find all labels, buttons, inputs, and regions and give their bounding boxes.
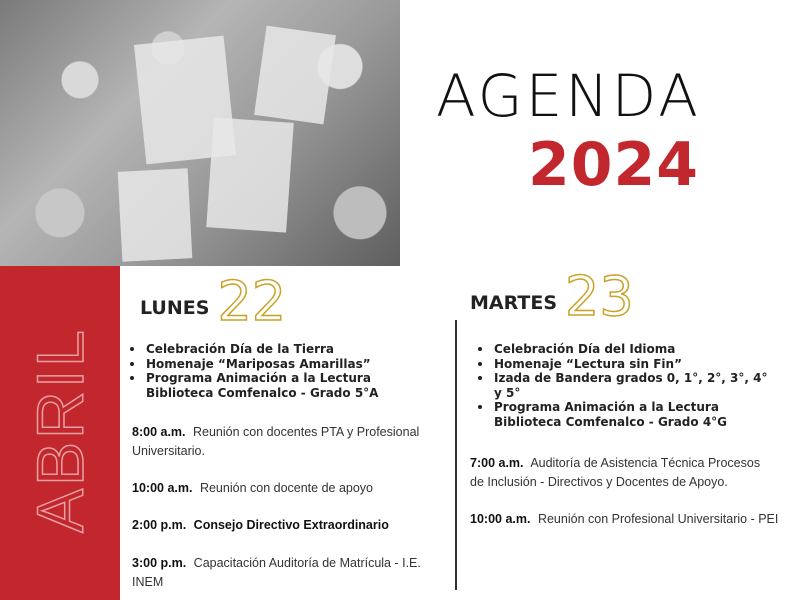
event-time: 10:00 a.m. [132,481,193,495]
event-item [132,479,442,498]
event-item [132,554,447,592]
header-photo [0,0,400,266]
agenda-year: 2024 [528,130,699,200]
day-highlights-lunes [128,342,428,400]
event-time: 10:00 a.m. [470,512,531,526]
event-text: Reunión con Profesional Universitario - PEI [537,512,779,526]
event-item [132,423,432,461]
day-number: 22 [217,270,287,333]
event-item [470,510,780,529]
day-highlights-martes [476,342,776,429]
event-text: Reunión con docente de apoyo [199,481,374,495]
highlight-item: Homenaje “Lectura sin Fin” [476,357,776,372]
event-item [470,454,775,492]
event-text: Consejo Directivo Extraordinario [193,518,389,532]
column-divider [455,320,457,590]
highlight-item: Programa Animación a la Lectura Biblioteca Comfenalco - Grado 5°A [128,371,428,400]
month-label: ABRIL [23,327,97,533]
event-text: Reunión con docentes PTA y Profesional Universitario. [132,425,420,458]
event-time: 8:00 a.m. [132,425,186,439]
highlight-item: Celebración Día del Idioma [476,342,776,357]
highlight-item: Izada de Bandera grados 0, 1°, 2°, 3°, 4° y 5° [476,371,776,400]
event-time: 3:00 p.m. [132,556,187,570]
highlight-item: Programa Animación a la Lectura Biblioteca Comfenalco - Grado 4°G [476,400,776,429]
event-text: Auditoría de Asistencia Técnica Procesos de Inclusión - Directivos y Docentes de Apoyo. [470,456,761,489]
highlight-item: Celebración Día de la Tierra [128,342,428,357]
day-header-martes [470,265,634,328]
day-number: 23 [565,265,634,328]
day-header-lunes [140,270,287,333]
day-name: MARTES [470,292,558,314]
highlight-item: Homenaje “Mariposas Amarillas” [128,357,428,372]
event-time: 7:00 a.m. [470,456,524,470]
event-text: Capacitación Auditoría de Matrícula - I.E. INEM [132,556,421,589]
day-name: LUNES [140,297,210,319]
event-time: 2:00 p.m. [132,518,187,532]
event-item [132,516,442,535]
agenda-title: AGENDA [436,62,701,130]
